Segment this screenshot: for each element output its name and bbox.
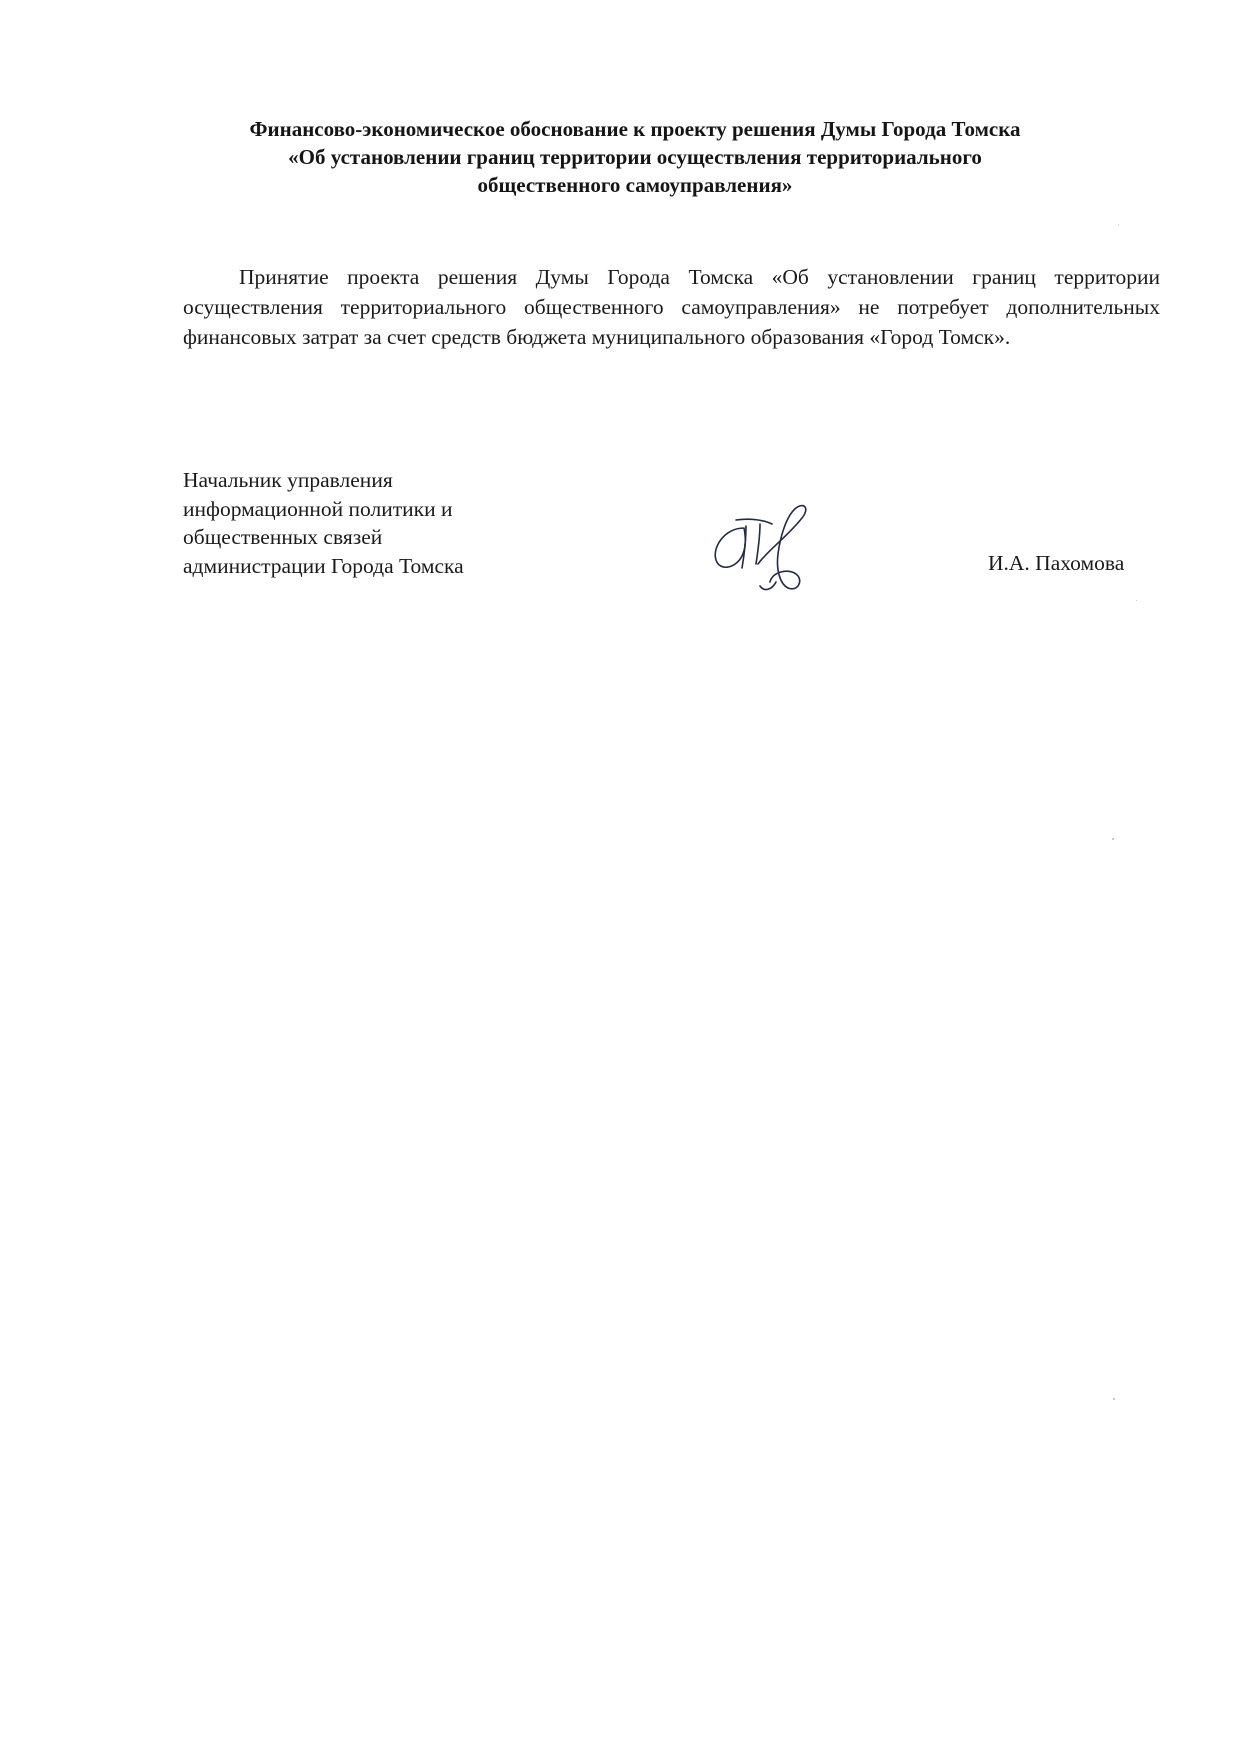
scan-speck [1118, 224, 1119, 225]
handwritten-signature [706, 498, 836, 598]
signatory-position-line-4: администрации Города Томска [183, 553, 464, 578]
title-line-1: Финансово-экономическое обоснование к проекту решения Думы Города Томска [249, 117, 1021, 141]
scan-speck [1113, 1398, 1115, 1400]
signatory-name: И.А. Пахомова [988, 551, 1125, 575]
scan-speck [1136, 600, 1137, 601]
signatory-position-line-1: Начальник управления [183, 468, 393, 492]
title-line-3: общественного самоуправления» [477, 173, 793, 197]
document-title [185, 115, 1085, 199]
title-line-2: «Об установлении границ территории осуществления территориального [288, 145, 982, 169]
signatory-position-line-3: общественных связей [183, 525, 383, 549]
body-paragraph: Принятие проекта решения Думы Города Томска «Об установлении границ территории осуществления территориального общественного самоуправления» не потребует дополнительных финансовых затрат за счет средств бюджета муниципального образования «Город Томск». [183, 265, 1160, 349]
signatory-position [183, 466, 464, 580]
signatory-position-line-2: информационной политики и [183, 496, 453, 521]
scan-speck [1112, 838, 1114, 840]
